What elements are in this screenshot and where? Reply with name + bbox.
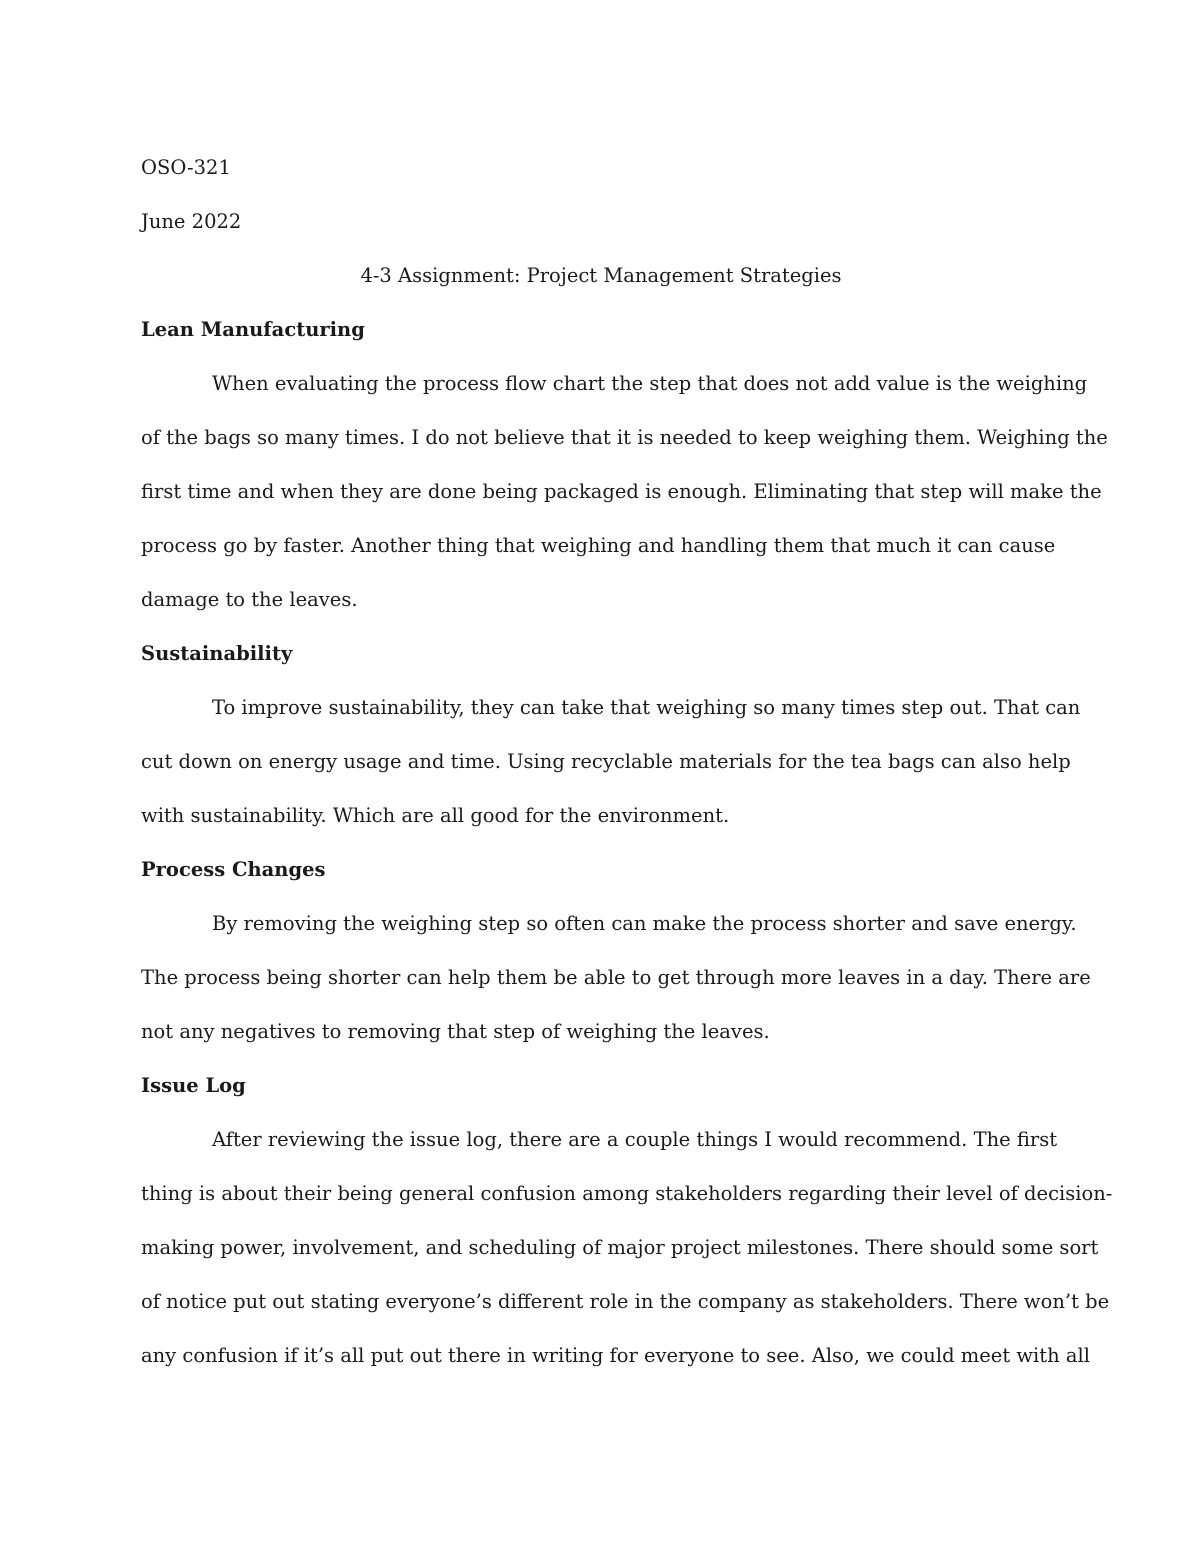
paragraph-line: After reviewing the issue log, there are a couple things I would recommend. The first: [212, 1128, 1058, 1151]
section-heading-process-changes: Process Changes: [141, 858, 326, 881]
paragraph-line: The process being shorter can help them be able to get through more leaves in a day. There are: [141, 966, 1091, 989]
paragraph-line: thing is about their being general confusion among stakeholders regarding their level of decision-: [141, 1182, 1113, 1205]
paragraph-line: damage to the leaves.: [141, 588, 358, 611]
paragraph-line: To improve sustainability, they can take that weighing so many times step out. That can: [212, 696, 1081, 719]
course-code: OSO-321: [141, 156, 231, 179]
section-heading-lean-manufacturing: Lean Manufacturing: [141, 318, 365, 341]
paragraph-line: cut down on energy usage and time. Using recyclable materials for the tea bags can also help: [141, 750, 1071, 773]
paragraph-line: making power, involvement, and scheduling of major project milestones. There should some sort: [141, 1236, 1099, 1259]
paragraph-line: not any negatives to removing that step of weighing the leaves.: [141, 1020, 770, 1043]
paragraph-line: with sustainability. Which are all good for the environment.: [141, 804, 730, 827]
document-body: [141, 141, 1113, 1383]
document-date: June 2022: [141, 210, 242, 233]
paragraph-line: process go by faster. Another thing that weighing and handling them that much it can cause: [141, 534, 1056, 557]
paragraph-line: of the bags so many times. I do not believe that it is needed to keep weighing them. Weighing the: [141, 426, 1108, 449]
paragraph-line: first time and when they are done being packaged is enough. Eliminating that step will make the: [141, 480, 1102, 503]
section-heading-issue-log: Issue Log: [141, 1074, 246, 1097]
paragraph-line: By removing the weighing step so often can make the process shorter and save energy.: [212, 912, 1077, 935]
paragraph-line: any confusion if it’s all put out there in writing for everyone to see. Also, we could meet with all: [141, 1344, 1090, 1367]
document-title: 4-3 Assignment: Project Management Strategies: [360, 264, 842, 287]
paragraph-line: When evaluating the process flow chart the step that does not add value is the weighing: [212, 372, 1088, 395]
section-heading-sustainability: Sustainability: [141, 642, 293, 665]
paragraph-line: of notice put out stating everyone’s different role in the company as stakeholders. There won’t be: [141, 1290, 1110, 1313]
